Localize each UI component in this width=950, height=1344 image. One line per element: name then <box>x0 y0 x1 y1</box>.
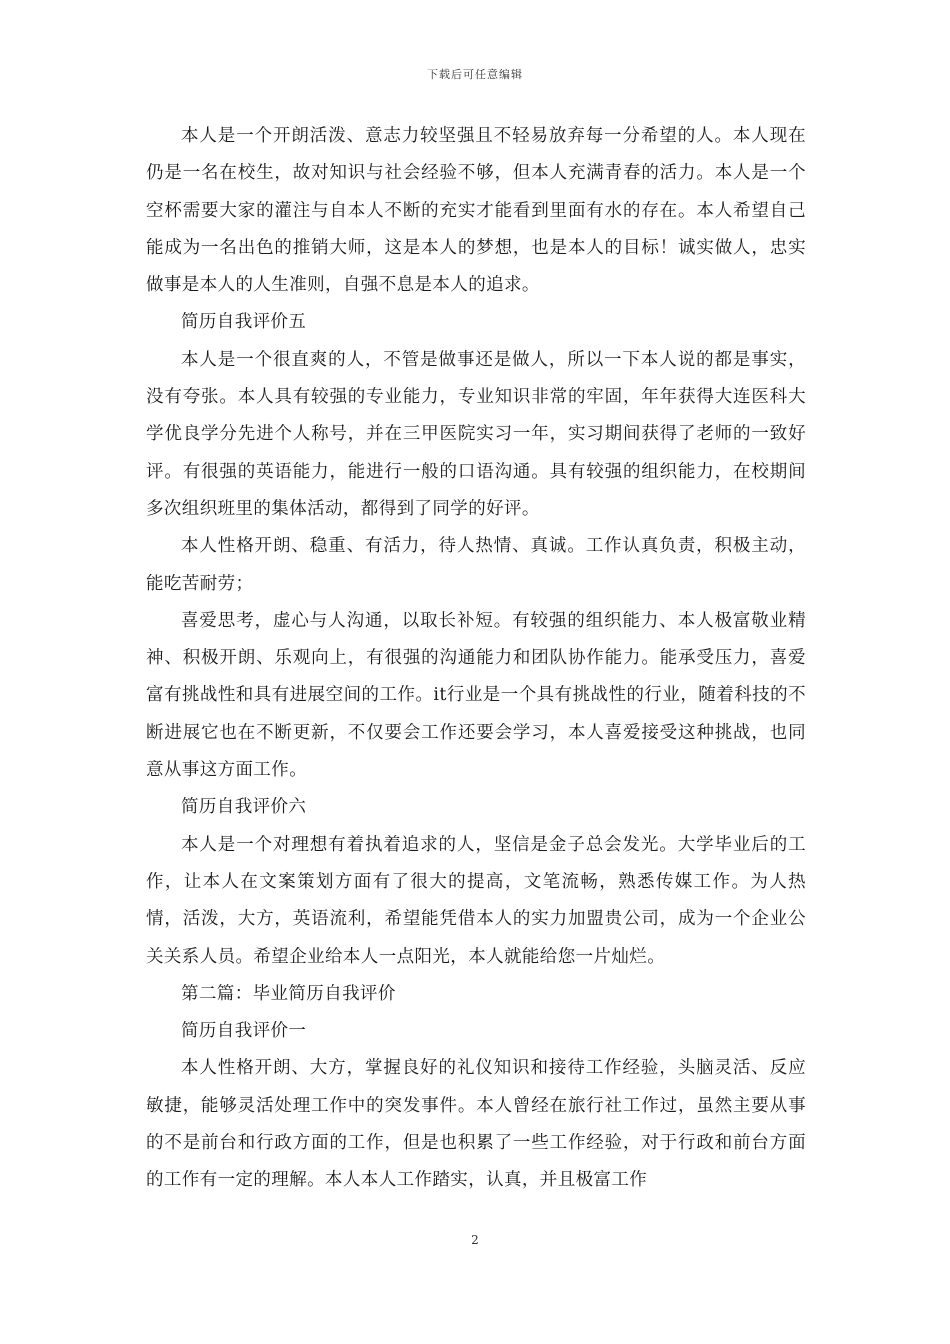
paragraph: 本人是一个开朗活泼、意志力较坚强且不轻易放弃每一分希望的人。本人现在仍是一名在校生，故对知识与社会经验不够，但本人充满青春的活力。本人是一个空杯需要大家的灌注与自本人不断的充实才能看到里面有水的存在。本人希望自己能成为一名出色的推销大师，这是本人的梦想，也是本人的目标！诚实做人，忠实做事是本人的人生准则，自强不息是本人的追求。 <box>146 126 806 296</box>
paragraph: 喜爱思考，虚心与人沟通，以取长补短。有较强的组织能力、本人极富敬业精神、积极开朗、乐观向上，有很强的沟通能力和团队协作能力。能承受压力，喜爱富有挑战性和具有进展空间的工作。it行业是一个具有挑战性的行业，随着科技的不断进展它也在不断更新，不仅要会工作还要会学习，本人喜爱接受这种挑战，也同意从事这方面工作。 <box>146 610 806 781</box>
paragraph: 本人性格开朗、大方，掌握良好的礼仪知识和接待工作经验，头脑灵活、反应敏捷，能够灵活处理工作中的突发事件。本人曾经在旅行社工作过，虽然主要从事的不是前台和行政方面的工作，但是也积累了一些工作经验，对于行政和前台方面的工作有一定的理解。本人本人工作踏实，认真，并且极富工作 <box>146 1058 806 1191</box>
section-heading: 简历自我评价六 <box>181 797 307 818</box>
section-heading: 简历自我评价一 <box>181 1021 307 1042</box>
document-body <box>146 118 806 1200</box>
section-heading: 简历自我评价五 <box>181 312 307 333</box>
page-header: 下载后可任意编辑 <box>427 68 523 81</box>
paragraph: 本人是一个对理想有着执着追求的人，坚信是金子总会发光。大学毕业后的工作，让本人在文案策划方面有了很大的提高，文笔流畅，熟悉传媒工作。为人热情，活泼，大方，英语流利，希望能凭借本人的实力加盟贵公司，成为一个企业公关关系人员。希望企业给本人一点阳光，本人就能给您一片灿烂。 <box>146 834 806 967</box>
paragraph: 本人是一个很直爽的人，不管是做事还是做人，所以一下本人说的都是事实，没有夸张。本人具有较强的专业能力，专业知识非常的牢固，年年获得大连医科大学优良学分先进个人称号，并在三甲医院实习一年，实习期间获得了老师的一致好评。有很强的英语能力，能进行一般的口语沟通。具有较强的组织能力，在校期间多次组织班里的集体活动，都得到了同学的好评。 <box>146 349 806 519</box>
chapter-heading: 第二篇：毕业简历自我评价 <box>181 983 396 1004</box>
page-number: 2 <box>471 1233 479 1247</box>
paragraph: 本人性格开朗、稳重、有活力，待人热情、真诚。工作认真负责，积极主动，能吃苦耐劳； <box>146 536 806 594</box>
